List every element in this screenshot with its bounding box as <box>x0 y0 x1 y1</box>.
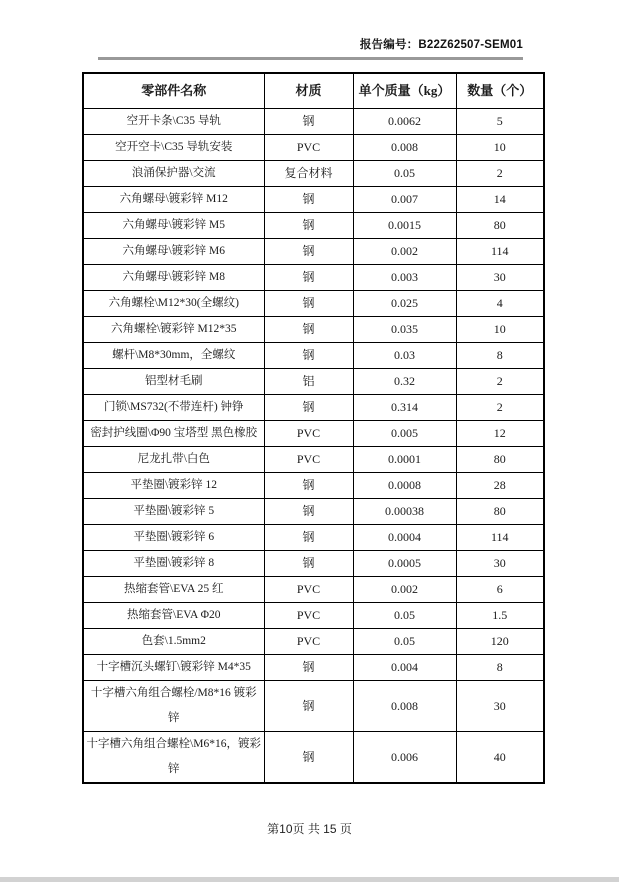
qty-cell: 40 <box>456 732 544 784</box>
material-cell: 钢 <box>264 681 353 732</box>
table-row <box>83 525 544 551</box>
col-header-quantity: 数量（个） <box>456 73 544 109</box>
part-name-cell: 平垫圈\镀彩锌 5 <box>83 499 264 525</box>
part-name-cell: 六角螺母\镀彩锌 M5 <box>83 213 264 239</box>
material-cell: 复合材料 <box>264 161 353 187</box>
table-row <box>83 239 544 265</box>
part-name-cell: 空开卡条\C35 导轨 <box>83 109 264 135</box>
table-row <box>83 161 544 187</box>
part-name-cell: 六角螺母\镀彩锌 M12 <box>83 187 264 213</box>
table-row <box>83 135 544 161</box>
material-cell: 钢 <box>264 499 353 525</box>
qty-cell: 80 <box>456 499 544 525</box>
mass-cell: 0.004 <box>353 655 456 681</box>
qty-cell: 2 <box>456 369 544 395</box>
table-row <box>83 395 544 421</box>
mass-cell: 0.0001 <box>353 447 456 473</box>
part-name-cell: 铝型材毛刷 <box>83 369 264 395</box>
part-name-cell: 平垫圈\镀彩锌 12 <box>83 473 264 499</box>
qty-cell: 30 <box>456 681 544 732</box>
qty-cell: 2 <box>456 395 544 421</box>
table-row <box>83 447 544 473</box>
table-row <box>83 291 544 317</box>
table-row <box>83 369 544 395</box>
parts-table-body <box>83 109 544 784</box>
part-name-cell: 十字槽六角组合螺栓\M6*16，镀彩锌 <box>83 732 264 784</box>
part-name-cell: 密封护线圈\Φ90 宝塔型 黑色橡胶 <box>83 421 264 447</box>
table-row <box>83 343 544 369</box>
part-name-cell: 螺杆\M8*30mm，全螺纹 <box>83 343 264 369</box>
table-row <box>83 317 544 343</box>
mass-cell: 0.0008 <box>353 473 456 499</box>
qty-cell: 30 <box>456 551 544 577</box>
mass-cell: 0.00038 <box>353 499 456 525</box>
material-cell: 钢 <box>264 317 353 343</box>
part-name-cell: 色套\1.5mm2 <box>83 629 264 655</box>
qty-cell: 8 <box>456 655 544 681</box>
material-cell: 钢 <box>264 239 353 265</box>
part-name-cell: 平垫圈\镀彩锌 8 <box>83 551 264 577</box>
qty-cell: 80 <box>456 213 544 239</box>
mass-cell: 0.03 <box>353 343 456 369</box>
qty-cell: 14 <box>456 187 544 213</box>
material-cell: 钢 <box>264 473 353 499</box>
table-header-row <box>83 73 544 109</box>
qty-cell: 12 <box>456 421 544 447</box>
table-row <box>83 655 544 681</box>
mass-cell: 0.002 <box>353 577 456 603</box>
part-name-cell: 热缩套管\EVA Φ20 <box>83 603 264 629</box>
qty-cell: 114 <box>456 239 544 265</box>
qty-cell: 28 <box>456 473 544 499</box>
part-name-cell: 十字槽六角组合螺栓/M8*16 镀彩锌 <box>83 681 264 732</box>
mass-cell: 0.0062 <box>353 109 456 135</box>
qty-cell: 10 <box>456 317 544 343</box>
mass-cell: 0.0015 <box>353 213 456 239</box>
mass-cell: 0.05 <box>353 161 456 187</box>
table-row <box>83 603 544 629</box>
mass-cell: 0.006 <box>353 732 456 784</box>
qty-cell: 8 <box>456 343 544 369</box>
table-row <box>83 213 544 239</box>
table-row <box>83 421 544 447</box>
part-name-cell: 六角螺栓\镀彩锌 M12*35 <box>83 317 264 343</box>
material-cell: PVC <box>264 421 353 447</box>
material-cell: 钢 <box>264 525 353 551</box>
qty-cell: 30 <box>456 265 544 291</box>
mass-cell: 0.003 <box>353 265 456 291</box>
material-cell: 铝 <box>264 369 353 395</box>
table-row <box>83 629 544 655</box>
table-row <box>83 551 544 577</box>
mass-cell: 0.0004 <box>353 525 456 551</box>
part-name-cell: 尼龙扎带\白色 <box>83 447 264 473</box>
material-cell: 钢 <box>264 395 353 421</box>
table-row <box>83 265 544 291</box>
col-header-material: 材质 <box>264 73 353 109</box>
page-footer: 第10页 共 15 页 <box>267 822 352 836</box>
qty-cell: 1.5 <box>456 603 544 629</box>
material-cell: 钢 <box>264 291 353 317</box>
qty-cell: 80 <box>456 447 544 473</box>
part-name-cell: 门锁\MS732(不带连杆) 钟铮 <box>83 395 264 421</box>
table-row <box>83 473 544 499</box>
parts-table <box>82 72 545 784</box>
col-header-part-name: 零部件名称 <box>83 73 264 109</box>
report-number-value: B22Z62507-SEM01 <box>418 39 523 51</box>
material-cell: 钢 <box>264 732 353 784</box>
part-name-cell: 六角螺栓\M12*30(全螺纹) <box>83 291 264 317</box>
mass-cell: 0.035 <box>353 317 456 343</box>
material-cell: 钢 <box>264 655 353 681</box>
part-name-cell: 六角螺母\镀彩锌 M6 <box>83 239 264 265</box>
part-name-cell: 热缩套管\EVA 25 红 <box>83 577 264 603</box>
table-row <box>83 732 544 784</box>
mass-cell: 0.007 <box>353 187 456 213</box>
material-cell: 钢 <box>264 265 353 291</box>
material-cell: 钢 <box>264 187 353 213</box>
mass-cell: 0.025 <box>353 291 456 317</box>
material-cell: 钢 <box>264 109 353 135</box>
qty-cell: 2 <box>456 161 544 187</box>
part-name-cell: 六角螺母\镀彩锌 M8 <box>83 265 264 291</box>
material-cell: PVC <box>264 135 353 161</box>
material-cell: PVC <box>264 603 353 629</box>
mass-cell: 0.05 <box>353 603 456 629</box>
qty-cell: 114 <box>456 525 544 551</box>
part-name-cell: 空开空卡\C35 导轨安装 <box>83 135 264 161</box>
report-number-line <box>360 36 523 52</box>
material-cell: 钢 <box>264 343 353 369</box>
table-row <box>83 499 544 525</box>
qty-cell: 6 <box>456 577 544 603</box>
mass-cell: 0.314 <box>353 395 456 421</box>
part-name-cell: 浪涌保护器\交流 <box>83 161 264 187</box>
qty-cell: 4 <box>456 291 544 317</box>
mass-cell: 0.32 <box>353 369 456 395</box>
header-divider <box>98 57 523 60</box>
qty-cell: 10 <box>456 135 544 161</box>
mass-cell: 0.008 <box>353 681 456 732</box>
mass-cell: 0.05 <box>353 629 456 655</box>
table-row <box>83 187 544 213</box>
material-cell: PVC <box>264 629 353 655</box>
material-cell: 钢 <box>264 551 353 577</box>
table-row <box>83 681 544 732</box>
mass-cell: 0.008 <box>353 135 456 161</box>
table-row <box>83 109 544 135</box>
part-name-cell: 十字槽沉头螺钉\镀彩锌 M4*35 <box>83 655 264 681</box>
mass-cell: 0.002 <box>353 239 456 265</box>
material-cell: 钢 <box>264 213 353 239</box>
qty-cell: 5 <box>456 109 544 135</box>
material-cell: PVC <box>264 577 353 603</box>
report-number-label: 报告编号： <box>359 39 419 51</box>
col-header-unit-mass: 单个质量（kg） <box>353 73 456 109</box>
table-row <box>83 577 544 603</box>
qty-cell: 120 <box>456 629 544 655</box>
page-bottom-edge <box>0 877 619 882</box>
part-name-cell: 平垫圈\镀彩锌 6 <box>83 525 264 551</box>
mass-cell: 0.005 <box>353 421 456 447</box>
mass-cell: 0.0005 <box>353 551 456 577</box>
material-cell: PVC <box>264 447 353 473</box>
